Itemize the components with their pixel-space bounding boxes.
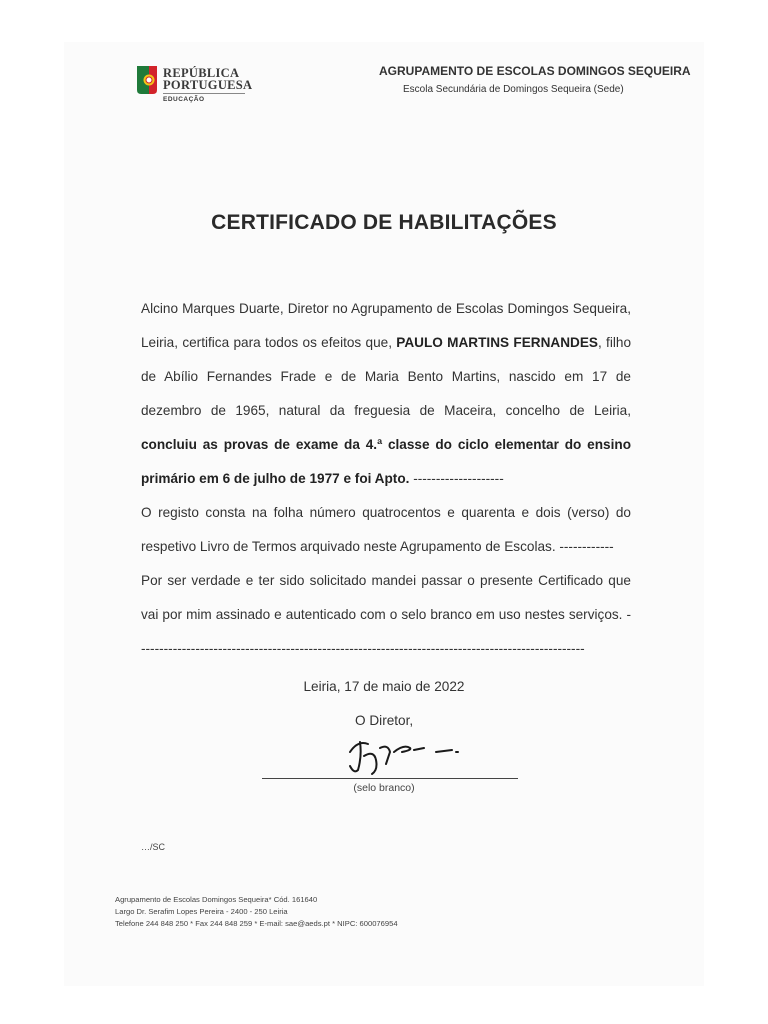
- footer-line-2: Largo Dr. Serafim Lopes Pereira - 2400 - 250 Leiria: [115, 907, 288, 916]
- logo-text-republica: REPÚBLICA: [163, 66, 240, 80]
- seal-label: (selo branco): [353, 782, 415, 794]
- issue-date: Leiria, 17 de maio de 2022: [303, 679, 465, 694]
- logo-text-educacao: EDUCAÇÃO: [163, 96, 205, 103]
- footer-line-1: Agrupamento de Escolas Domingos Sequeira* Cód. 161640: [115, 895, 318, 904]
- body-paragraph-3: Por ser verdade e ter sido solicitado mandei passar o presente Certificado que vai por mim assinado e autenticado com o selo branco em uso nestes serviços. ---------------------------------------------------------------------------------------------------: [141, 573, 631, 656]
- signature-line: [262, 778, 518, 779]
- body-paragraph-1: [141, 292, 631, 496]
- body-text-intro: Alcino Marques Duarte, Diretor no Agrupamento de Escolas Domingos Sequeira, Leiria, certifica para todos os efeitos que,: [141, 301, 631, 350]
- logo-text-portuguesa: PORTUGUESA: [163, 78, 253, 92]
- flag-emblem-icon: [135, 64, 159, 96]
- school-subtitle: Escola Secundária de Domingos Sequeira (Sede): [403, 84, 624, 95]
- body-text-parents: , filho de Abílio Fernandes Frade e de Maria Bento Martins, nascido em 17 de dezembro de 1965, natural da freguesia de Maceira, concelho de Leiria,: [141, 335, 631, 418]
- exam-result: concluiu as provas de exame da 4.ª classe do ciclo elementar do ensino primário em 6 de julho de 1977 e foi Apto.: [141, 437, 631, 486]
- director-label: O Diretor,: [355, 713, 414, 728]
- certificate-body: [141, 292, 631, 666]
- document-title: CERTIFICADO DE HABILITAÇÕES: [211, 211, 557, 234]
- footer-line-3: Telefone 244 848 250 * Fax 244 848 259 * E-mail: sae@aeds.pt * NIPC: 600076954: [115, 919, 398, 928]
- logo-divider: [163, 93, 245, 94]
- school-group-name: AGRUPAMENTO DE ESCOLAS DOMINGOS SEQUEIRA: [379, 64, 691, 78]
- footer-contact: [115, 894, 398, 930]
- filler-dashes: --------------------: [409, 471, 504, 486]
- document-reference: …/SC: [141, 842, 166, 852]
- student-name: PAULO MARTINS FERNANDES: [396, 335, 598, 350]
- body-paragraph-2: O registo consta na folha número quatrocentos e quarenta e dois (verso) do respetivo Livro de Termos arquivado neste Agrupamento de Escolas. ------------: [141, 505, 631, 554]
- republica-portuguesa-logo: [135, 62, 255, 112]
- director-signature: [340, 730, 470, 780]
